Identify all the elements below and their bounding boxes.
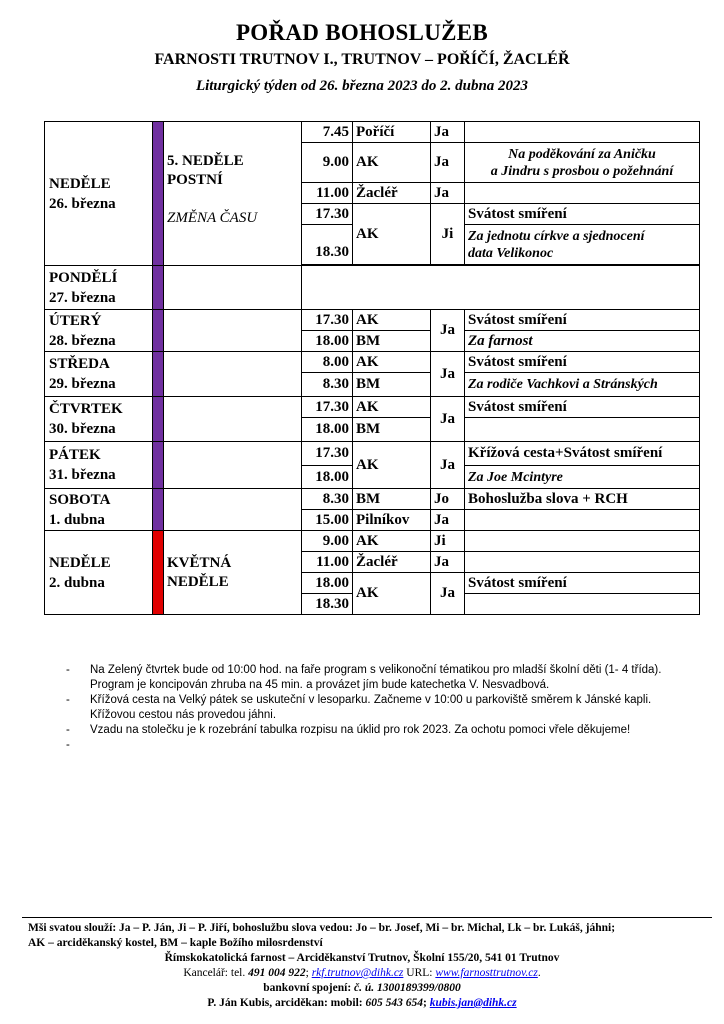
parish-address: Římskokatolická farnost – Arciděkanství Trutnov, Školní 155/20, 541 01 Trutnov [164, 952, 560, 964]
table-row: PÁTEK 31. března 17.30 AK Ja Křížová cesta+Svátost smíření [45, 442, 700, 466]
table-row: 18.00 Za Joe Mcintyre [45, 466, 700, 489]
day-cell-saturday: SOBOTA 1. dubna [45, 489, 153, 531]
day-cell-sunday-2: NEDĚLE 2. dubna [45, 531, 153, 615]
table-row: ČTVRTEK 30. března 17.30 AK Ja Svátost smíření [45, 397, 700, 418]
announcement-item: - Křížová cesta na Velký pátek se uskuteční v lesoparku. Začneme v 10:00 u parkoviště směrem k Jánské kapli. Křížovou cestou nás provedou jáhni. [66, 693, 696, 723]
lent-color-bar [153, 122, 164, 266]
table-row: 18.00 BM Za farnost [45, 331, 700, 352]
day-cell-sunday-26: NEDĚLE 26. března [45, 122, 153, 266]
table-row: 17.30 AK Ji Svátost smíření [45, 204, 700, 225]
table-row: 18.30 [45, 594, 700, 615]
parish-subtitle: FARNOSTI TRUTNOV I., TRUTNOV – POŘÍČÍ, ŽACLÉŘ [154, 51, 570, 68]
table-row: 8.30 BM Za rodiče Vachkovi a Stránských [45, 373, 700, 397]
intention-note: Za jednotu církve a sjednocení data Velikonoc [465, 225, 700, 265]
table-row: SOBOTA 1. dubna 8.30 BM Jo Bohoslužba slova + RCH [45, 489, 700, 510]
table-row: NEDĚLE 26. března 5. NEDĚLE POSTNÍ ZMĚNA ČASU 7.45 Poříčí Ja [45, 122, 700, 143]
schedule-table [44, 121, 700, 615]
table-row: 18.30 Za jednotu církve a sjednocení data Velikonoc [45, 225, 700, 265]
footer [0, 921, 724, 1011]
announcements-list [66, 663, 696, 738]
page-title: POŘAD BOHOSLUŽEB [235, 20, 489, 45]
announcement-item: - Vzadu na stolečku je k rozebrání tabulka rozpisu na úklid pro rok 2023. Za ochotu pomoci vřele děkujeme! [66, 723, 696, 738]
office-email-link[interactable]: rkf.trutnov@dihk.cz [311, 967, 404, 979]
table-row: 9.00 AK Ja Na poděkování za Aničku a Jindru s prosbou o požehnání [45, 143, 700, 183]
table-row: 11.00 Žacléř Ja [45, 552, 700, 573]
palm-sunday-color-bar [153, 531, 164, 615]
office-contact: Kancelář: tel. 491 004 922; rkf.trutnov@dihk.cz URL: www.farnosttrutnov.cz. [183, 967, 541, 979]
table-row: 18.00 BM [45, 418, 700, 442]
bank-details: bankovní spojení: č. ú. 1300189399/0800 [263, 982, 461, 994]
priest-contact: P. Ján Kubis, arciděkan: mobil: 605 543 654; kubis.jan@dihk.cz [207, 997, 517, 1009]
priest-email-link[interactable]: kubis.jan@dihk.cz [429, 997, 517, 1009]
week-range: Liturgický týden od 26. března 2023 do 2. dubna 2023 [195, 78, 529, 94]
sunday-title: 5. NEDĚLE POSTNÍ ZMĚNA ČASU [164, 122, 302, 266]
table-row: 18.00 AK Ja Svátost smíření [45, 573, 700, 594]
table-row: ÚTERÝ 28. března 17.30 AK Ja Svátost smíření [45, 310, 700, 331]
day-cell-thursday: ČTVRTEK 30. března [45, 397, 153, 442]
legend-line-2: AK – arciděkanský kostel, BM – kaple Božího milosrdenství [28, 937, 323, 949]
table-row: 11.00 Žacléř Ja [45, 183, 700, 204]
table-row: 15.00 Pilníkov Ja [45, 510, 700, 531]
website-link[interactable]: www.farnosttrutnov.cz [435, 967, 538, 979]
sunday-title: KVĚTNÁ NEDĚLE [164, 531, 302, 615]
table-row: STŘEDA 29. března 8.00 AK Ja Svátost smíření [45, 352, 700, 373]
footer-divider [22, 917, 712, 918]
day-cell-monday: PONDĚLÍ 27. března [45, 266, 153, 310]
intention-note: Na poděkování za Aničku a Jindru s prosbou o požehnání [465, 143, 700, 183]
table-row: NEDĚLE 2. dubna KVĚTNÁ NEDĚLE 9.00 AK Ji [45, 531, 700, 552]
day-cell-friday: PÁTEK 31. března [45, 442, 153, 489]
day-cell-tuesday: ÚTERÝ 28. března [45, 310, 153, 352]
announcement-item: - Na Zelený čtvrtek bude od 10:00 hod. na faře program s velikonoční tématikou pro mladší školní děti (1- 4 třída). Program je koncipován zhruba na 45 min. a provázet jím bude katechetka V. Nesvadbová. [66, 663, 696, 693]
legend-line-1: Mši svatou slouží: Ja – P. Ján, Ji – P. Jiří, bohoslužbu slova vedou: Jo – br. Josef, Mi – br. Michal, Lk – br. Lukáš, jáhni; [28, 922, 616, 934]
table-row [45, 266, 700, 310]
day-cell-wednesday: STŘEDA 29. března [45, 352, 153, 397]
